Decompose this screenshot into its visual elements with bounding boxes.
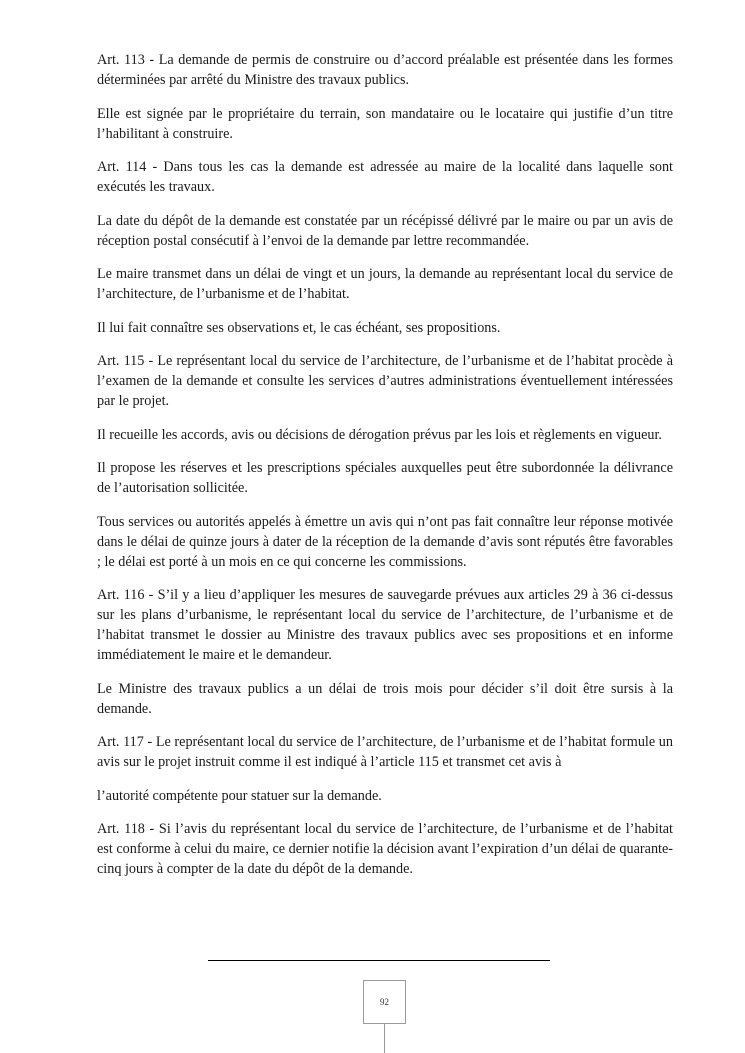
paragraph-signature: Elle est signée par le propriétaire du terrain, son mandataire ou le locataire qui justifie d’un titre l’habilitant à construire. [97,105,673,142]
paragraph-art-117: Art. 117 - Le représentant local du service de l’architecture, de l’urbanisme et de l’habitat formule un avis sur le projet instruit comme il est indiqué à l’article 115 et transmet cet avis à [97,734,673,770]
footer-divider [208,960,550,961]
paragraph-art-113: Art. 113 - La demande de permis de construire ou d’accord préalable est présentée dans les formes déterminées par arrêté du Ministre des travaux publics. [97,52,673,88]
paragraph-reserves: Il propose les réserves et les prescriptions spéciales auxquelles peut être subordonnée la délivrance de l’autorisation sollicitée. [97,460,673,496]
paragraph-mayor-transmits: Le maire transmet dans un délai de vingt et un jours, la demande au représentant local du service de l’architecture, de l’urbanisme et de l’habitat. [97,266,673,302]
paragraph-deposit-date: La date du dépôt de la demande est constatée par un récépissé délivré par le maire ou par un avis de réception postal consécutif à l’envoi de la demande par lettre recommandée. [97,212,673,249]
paragraph-opinion-deadline: Tous services ou autorités appelés à émettre un avis qui n’ont pas fait connaître leur réponse motivée dans le délai de quinze jours à dater de la réception de la demande d’avis sont réputés être favorables ; le délai est porté à un mois en ce qui concerne les commissions. [97,513,673,570]
paragraph-minister-delay: Le Ministre des travaux publics a un délai de trois mois pour décider s’il doit être sursis à la demande. [97,680,673,717]
page-number-stem [384,1024,385,1053]
paragraph-art-118: Art. 118 - Si l’avis du représentant local du service de l’architecture, de l’urbanisme et de l’habitat est conforme à celui du maire, ce dernier notifie la décision avant l’expiration d’un délai de quarante-cinq jours à compter de la date du dépôt de la demande. [97,821,673,877]
document-body [97,50,673,893]
paragraph-observations: Il lui fait connaître ses observations et, le cas échéant, ses propositions. [97,319,501,336]
paragraph-art-114: Art. 114 - Dans tous les cas la demande est adressée au maire de la localité dans laquelle sont exécutés les travaux. [97,159,673,195]
paragraph-agreements: Il recueille les accords, avis ou décisions de dérogation prévus par les lois et règlements en vigueur. [97,426,662,443]
paragraph-competent-authority: l’autorité compétente pour statuer sur la demande. [97,787,382,804]
page-number: 92 [363,980,406,1024]
paragraph-art-115: Art. 115 - Le représentant local du service de l’architecture, de l’urbanisme et de l’habitat procède à l’examen de la demande et consulte les services d’autres administrations éventuellement intéressées par le projet. [97,353,673,409]
paragraph-art-116: Art. 116 - S’il y a lieu d’appliquer les mesures de sauvegarde prévues aux articles 29 à 36 ci-dessus sur les plans d’urbanisme, le représentant local du service de l’architecture, de l’urbanisme et de l’habitat transmet le dossier au Ministre des travaux publics avec ses propositions et en informe immédiatement le maire et le demandeur. [97,587,673,663]
